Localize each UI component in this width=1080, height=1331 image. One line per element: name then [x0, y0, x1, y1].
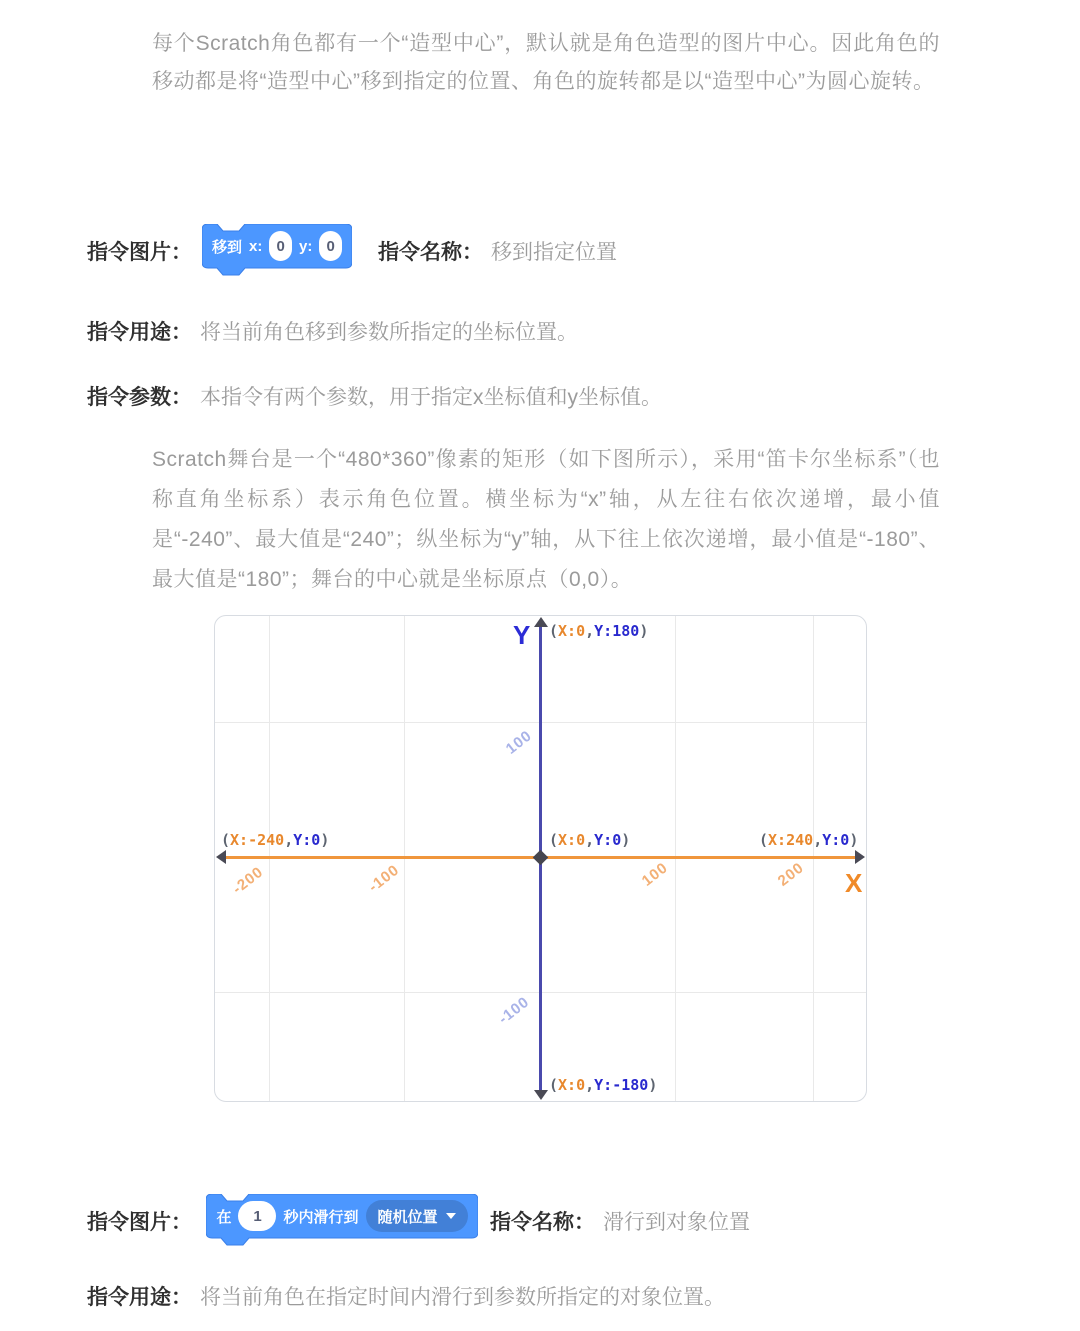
y-tick-neg100: -100	[495, 993, 533, 1028]
block-content	[202, 224, 352, 268]
x-tick-200: 200	[774, 859, 808, 890]
origin-point-marker	[533, 850, 549, 866]
command1-purpose-label: 指令用途：	[87, 321, 192, 344]
block-duration-input: 1	[238, 1201, 276, 1231]
y-part: Y:-180	[594, 1076, 649, 1094]
intro-paragraph: 每个Scratch角色都有一个“造型中心”，默认就是角色造型的图片中心。因此角色的移动都是将“造型中心”移到指定的位置、角色的旋转都是以“造型中心”为圆心旋转。	[152, 32, 940, 93]
point-label-top	[549, 622, 648, 640]
paren: (	[549, 622, 559, 640]
paren: )	[648, 1076, 658, 1094]
y-axis-bottom-arrow-icon	[534, 1090, 548, 1100]
y-part: Y:0	[822, 831, 850, 849]
block-x-label: x:	[249, 237, 263, 255]
command2-name-value: 滑行到对象位置	[603, 1211, 750, 1234]
paren: (	[759, 831, 769, 849]
command1-name-value: 移到指定位置	[491, 241, 617, 264]
comma: ,	[284, 831, 294, 849]
x-part: X:0	[558, 622, 586, 640]
y-part: Y:0	[594, 831, 622, 849]
x-part: X:240	[768, 831, 814, 849]
scratch-block-glide-to	[206, 1194, 478, 1248]
paren: (	[221, 831, 231, 849]
x-axis-left-arrow-icon	[216, 850, 226, 864]
block-text-prefix: 在	[216, 1208, 232, 1226]
comma: ,	[585, 622, 595, 640]
paren: (	[549, 831, 559, 849]
paren: )	[320, 831, 330, 849]
block-y-label: y:	[299, 237, 313, 255]
command2-header-row	[87, 1192, 750, 1250]
paren: )	[639, 622, 649, 640]
stage-description-paragraph: Scratch舞台是一个“480*360”像素的矩形（如下图所示），采用“笛卡尔坐标系”（也称直角坐标系）表示角色位置。横坐标为“x”轴，从左往右依次递增，最小值是“-240”、最大值是“240”；纵坐标为“y”轴，从下往上依次递增，最小值是“-180”、最大值是“180”；舞台的中心就是坐标原点（0,0）。	[152, 448, 940, 591]
block-x-input: 0	[269, 231, 292, 261]
command1-image-label: 指令图片：	[87, 241, 192, 264]
block-text-middle: 秒内滑行到	[283, 1208, 359, 1226]
x-part: X:-240	[230, 831, 285, 849]
y-axis-label: Y	[513, 620, 531, 650]
paren: (	[549, 1076, 559, 1094]
x-part: X:0	[558, 1076, 586, 1094]
x-tick-neg100: -100	[365, 861, 403, 896]
point-label-left	[221, 831, 329, 849]
point-label-bottom	[549, 1076, 657, 1094]
x-tick-neg200: -200	[229, 863, 267, 898]
command1-purpose-row	[87, 316, 578, 346]
paren: )	[621, 831, 631, 849]
command2-purpose-label: 指令用途：	[87, 1286, 192, 1309]
command2-purpose-row	[87, 1281, 725, 1311]
paren: )	[849, 831, 859, 849]
y-tick-100: 100	[502, 727, 536, 758]
y-part: Y:180	[594, 622, 640, 640]
block-content	[206, 1194, 478, 1238]
command1-params-value: 本指令有两个参数，用于指定x坐标值和y坐标值。	[200, 386, 662, 409]
block-y-input: 0	[319, 231, 342, 261]
comma: ,	[585, 831, 595, 849]
command1-params-row	[87, 381, 662, 411]
comma: ,	[585, 1076, 595, 1094]
point-label-origin	[549, 831, 630, 849]
dropdown-caret-icon	[446, 1213, 456, 1219]
x-axis-label: X	[845, 868, 863, 898]
command1-params-label: 指令参数：	[87, 386, 192, 409]
block-text-prefix: 移到	[212, 238, 243, 256]
command2-name-label: 指令名称：	[490, 1211, 595, 1234]
point-label-right	[759, 831, 858, 849]
block-target-dropdown	[366, 1200, 468, 1232]
stage-coordinate-diagram	[214, 615, 867, 1102]
y-axis-top-arrow-icon	[534, 617, 548, 627]
command2-image-label: 指令图片：	[87, 1211, 192, 1234]
x-part: X:0	[558, 831, 586, 849]
command2-purpose-value: 将当前角色在指定时间内滑行到参数所指定的对象位置。	[200, 1286, 725, 1309]
command1-name-label: 指令名称：	[378, 241, 483, 264]
y-part: Y:0	[293, 831, 321, 849]
command1-purpose-value: 将当前角色移到参数所指定的坐标位置。	[200, 321, 578, 344]
x-tick-100: 100	[638, 859, 672, 890]
comma: ,	[813, 831, 823, 849]
x-axis-right-arrow-icon	[855, 850, 865, 864]
dropdown-value: 随机位置	[377, 1208, 438, 1226]
scratch-block-move-to-xy	[202, 224, 352, 278]
command1-header-row	[87, 224, 617, 278]
